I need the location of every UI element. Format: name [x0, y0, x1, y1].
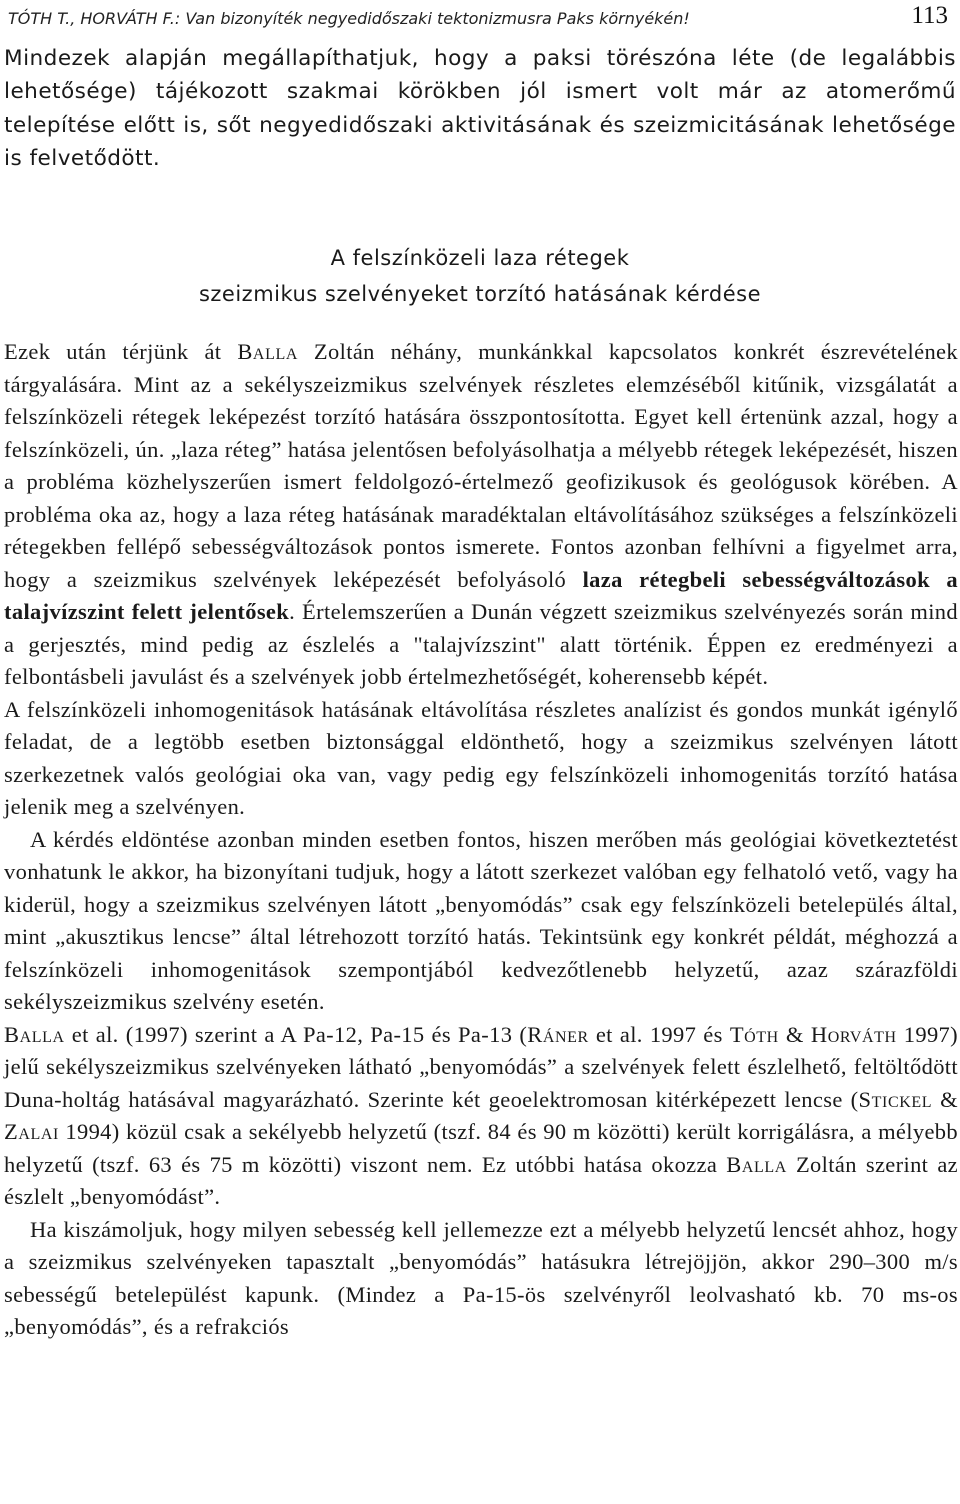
body-text: [4, 336, 958, 1344]
section-heading: [0, 238, 960, 278]
running-head: TÓTH T., HORVÁTH F.: Van bizonyíték negyedidőszaki tektonizmusra Paks környékén!: [8, 9, 690, 28]
paragraph-5: [4, 1214, 958, 1344]
intro-paragraph: [4, 42, 956, 175]
paragraph-1: [4, 336, 958, 694]
author-name: Stickel: [858, 1086, 933, 1112]
section-heading-continued: [0, 274, 960, 314]
text-run: Ha kiszámoljuk, hogy milyen sebesség kell jellemezze ezt a mélyebb helyzetű lencsét ahhoz, hogy a szeizmikus szelvényeken tapasztalt „benyomódás” hatásukra létrejöjjön, akkor 290–300 m/s sebességű betelepülést kapunk. (Mindez a Pa-15-ös szelvényről leolvasható kb. 70 ms-os „benyomódás”, és a refrakciós: [4, 1216, 958, 1339]
author-name: Balla: [726, 1151, 787, 1177]
text-run: et al. (1997) szerint a A Pa-12, Pa-15 és Pa-13 (: [64, 1021, 528, 1047]
author-name: Balla: [4, 1021, 65, 1047]
text-run: 1994) közül csak a sekélyebb helyzetű (tszf. 84 és 90 m közötti) került korrigálásra, a mélyebb helyzetű (tszf. 63 és 75 m közötti) viszont nem. Ez utóbbi hatása okozza: [4, 1119, 958, 1177]
text-run: . Értelemszerűen a Dunán végzett szeizmikus szelvényezés során mind a gerjesztés, mind pedig az észlelés a "talajvízszint" alatt történik. Éppen ez eredményezi a felbontásbeli javulást és a szelvények jobb értelmezhetőségét, koherensebb képét.: [4, 599, 958, 689]
text-run: &: [932, 1086, 958, 1112]
text-run: A kérdés eldöntése azonban minden esetben fontos, hiszen merőben más geológiai következtetést vonhatunk le akkor, ha bizonyítani tudjuk, hogy a látott szerkezet valóban egy felhatoló vető, vagy ha kiderül, hogy a szeizmikus szelvényen látott „benyomódás” csak egy felszínközeli betelepülés által, mint „akusztikus lencse” által létrehozott torzító hatás. Tekintsünk egy konkrét példát, méghozzá a felszínközeli inhomogenitások szempontjából kedvezőtlenebb helyzetű, azaz szárazföldi sekélyszeizmikus szelvény esetén.: [4, 826, 958, 1014]
paragraph-3: [4, 824, 958, 1019]
section-heading-line-1: A felszínközeli laza rétegek: [330, 246, 630, 270]
author-name: Tóth: [729, 1021, 779, 1047]
intro-text: Mindezek alapján megállapíthatjuk, hogy a paksi törészóna léte (de legalábbis lehetősége) tájékozott szakmai körökben jól ismert volt már az atomerőmű telepítése előtt is, sőt negyedidőszaki aktivitásának és szeizmicitásának lehetősége is felvetődött.: [4, 46, 956, 171]
author-name: Balla: [237, 339, 298, 364]
page-header: [8, 4, 952, 34]
text-run: Zoltán néhány, munkánkkal kapcsolatos konkrét észrevételének tárgyalására. Mint az a sekélyszeizmikus szelvények részletes elemzéséből kitűnik, vizsgálatát a felszínközeli rétegek leképezést torzító hatására összpontosította. Egyet kell értenünk azzal, hogy a felszínközeli, ún. „laza réteg” hatása jelentősen befolyásolhatja a mélyebb rétegek leképezését, hiszen a probléma közhelyszerűen ismert feldolgozó-értelmező geofizikusok és geológusok körében. A probléma oka az, hogy a laza réteg hatásának maradéktalan eltávolításához szükséges a felszínközeli rétegekben fellépő sebességváltozások pontos ismerete. Fontos azonban felhívni a figyelmet arra, hogy a szeizmikus szelvények leképezését befolyásoló: [4, 339, 958, 592]
paragraph-4: [4, 1019, 958, 1214]
author-name: Ráner: [527, 1021, 589, 1047]
section-heading-line-2: szeizmikus szelvényeket torzító hatásának kérdése: [198, 282, 762, 306]
text-run: &: [778, 1021, 811, 1047]
text-run: et al. 1997 és: [588, 1021, 730, 1047]
page-number: 113: [911, 2, 948, 29]
text-run: 1997) jelű sekélyszeizmikus szelvényeken látható „benyomódás” a szelvények felett észlelhető, feltöltődött Duna-holtág hatásával magyarázható. Szerinte két geoelektromosan kitérképezett lencse (: [4, 1021, 958, 1112]
text-run: Ezek után térjünk át: [4, 339, 238, 364]
text-run: A felszínközeli inhomogenitások hatásának eltávolítása részletes analízist és gondos munkát igénylő feladat, de a legtöbb esetben biztonsággal eldönthető, hogy a szeizmikus szelvényen látott szerkezetnek valós geológiai oka van, vagy pedig egy felszínközeli inhomogenitás torzító hatása jelenik meg a szelvényen.: [4, 696, 958, 819]
emphasis-text: laza rétegbeli sebességváltozások a talajvízszint felett jelentősek: [4, 566, 958, 624]
author-name: Zalai: [4, 1119, 59, 1144]
text-run: Zoltán szerint az észlelt „benyomódást”.: [4, 1151, 958, 1209]
author-name: Horváth: [810, 1021, 897, 1047]
paragraph-2: [4, 694, 958, 824]
